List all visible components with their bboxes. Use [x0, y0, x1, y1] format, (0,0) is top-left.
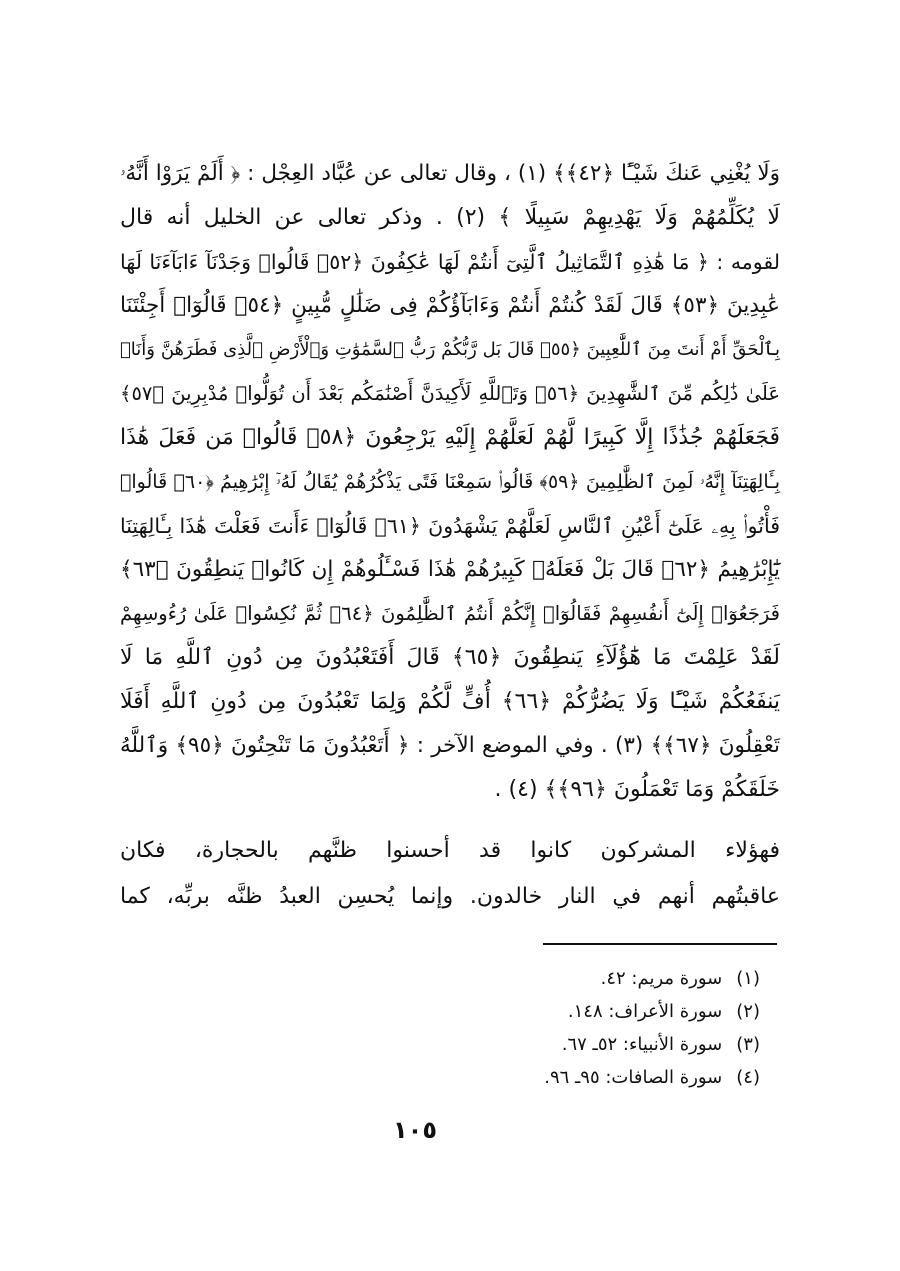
text-line: لَا يُكَلِّمُهُمْ وَلَا يَهْدِيهِمْ سَبِيلًا ﴾ (٢) . وذكر تعالى عن الخليل أنه قال	[120, 205, 780, 230]
footnote-number: (٣)	[736, 1034, 760, 1055]
paragraph-line: فهؤلاء المشركون كانوا قد أحسنوا ظنَّهم بالحجارة، فكان	[120, 838, 780, 863]
footnote-item	[360, 962, 760, 995]
text-line: خَلَقَكُمْ وَمَا تَعْمَلُونَ ﴿٩٦﴾﴾ (٤) .	[494, 777, 780, 802]
footnote-item	[360, 1028, 760, 1061]
text-line: يَنفَعُكُمْ شَيْـًٔا وَلَا يَضُرُّكُمْ ﴿٦٦﴾ أُفٍّ لَّكُمْ وَلِمَا تَعْبُدُونَ مِن دُونِ ٱللَّهِ أَفَلَا	[120, 689, 780, 714]
footnote-text: سورة مريم: ٤٢.	[600, 968, 723, 989]
text-line: فَرَجَعُوٓا۟ إِلَىٰٓ أَنفُسِهِمْ فَقَالُوٓا۟ إِنَّكُمْ أَنتُمُ ٱلظَّٰلِمُونَ ﴿٦٤﴾ ثُمَّ نُكِسُوا۟ عَلَىٰ رُءُوسِهِمْ	[120, 602, 780, 625]
text-line: بِـَٔالِهَتِنَآ إِنَّهُۥ لَمِنَ ٱلظَّٰلِمِينَ ﴿٥٩﴾ قَالُوا۟ سَمِعْنَا فَتًى يَذْكُرُهُمْ يُقَالُ لَهُۥٓ إِبْرَٰهِيمُ ﴿٦٠﴾ قَالُوا۟	[120, 471, 780, 493]
footnote-item	[360, 1061, 760, 1094]
text-line: فَأْتُوا۟ بِهِۦ عَلَىٰٓ أَعْيُنِ ٱلنَّاسِ لَعَلَّهُمْ يَشْهَدُونَ ﴿٦١﴾ قَالُوٓا۟ ءَأَنتَ فَعَلْتَ هَٰذَا بِـَٔالِهَتِنَا	[120, 514, 781, 538]
text-line: فَجَعَلَهُمْ جُذَٰذًا إِلَّا كَبِيرًا لَّهُمْ لَعَلَّهُمْ إِلَيْهِ يَرْجِعُونَ ﴿٥٨﴾ قَالُوا۟ مَن فَعَلَ هَٰذَا	[120, 425, 780, 450]
footnote-text: سورة الصافات: ٩٥ـ ٩٦.	[544, 1067, 723, 1088]
text-line: عَٰبِدِينَ ﴿٥٣﴾ قَالَ لَقَدْ كُنتُمْ أَنتُمْ وَءَابَآؤُكُمْ فِى ضَلَٰلٍ مُّبِينٍ ﴿٥٤﴾ قَالُوٓا۟ أَجِئْتَنَا	[120, 293, 780, 318]
footnote-number: (١)	[736, 968, 760, 989]
page-number: ١٠٥	[393, 1116, 437, 1144]
text-line: بِٱلْحَقِّ أَمْ أَنتَ مِنَ ٱللَّٰعِبِينَ ﴿٥٥﴾ قَالَ بَل رَّبُّكُمْ رَبُّ ٱلسَّمَٰوَٰتِ وَٱلْأَرْضِ ٱلَّذِى فَطَرَهُنَّ وَأَنَا۠	[120, 339, 780, 360]
text-line: لقومه : ﴿ مَا هَٰذِهِ ٱلتَّمَاثِيلُ ٱلَّتِىٓ أَنتُمْ لَهَا عَٰكِفُونَ ﴿٥٢﴾ قَالُوا۟ وَجَدْنَآ ءَابَآءَنَا لَهَا	[120, 250, 780, 274]
footnote-number: (٤)	[736, 1067, 760, 1088]
footnotes	[360, 962, 760, 1094]
body-paragraph	[120, 828, 780, 920]
text-line: لَقَدْ عَلِمْتَ مَا هَٰٓؤُلَآءِ يَنطِقُونَ ﴿٦٥﴾ قَالَ أَفَتَعْبُدُونَ مِن دُونِ ٱللَّهِ مَا لَا	[120, 645, 780, 670]
footnote-divider	[543, 943, 777, 945]
footnote-text: سورة الأنبياء: ٥٢ـ ٦٧.	[561, 1034, 723, 1055]
text-line: يَٰٓإِبْرَٰهِيمُ ﴿٦٢﴾ قَالَ بَلْ فَعَلَهُۥ كَبِيرُهُمْ هَٰذَا فَسْـَٔلُوهُمْ إِن كَانُوا۟ يَنطِقُونَ ﴿٦٣﴾	[120, 557, 780, 582]
text-line: وَلَا يُغْنِي عَنكَ شَيْـًٔا ﴿٤٢﴾﴾ (١) ، وقال تعالى عن عُبَّاد العِجْل : ﴿ أَلَمْ يَرَوْا أَنَّهُۥ	[120, 161, 780, 186]
text-line: عَلَىٰ ذَٰلِكُم مِّنَ ٱلشَّٰهِدِينَ ﴿٥٦﴾ وَتَٱللَّهِ لَأَكِيدَنَّ أَصْنَٰمَكُم بَعْدَ أَن تُوَلُّوا۟ مُدْبِرِينَ ﴿٥٧﴾	[120, 382, 780, 405]
quran-quotation-block	[120, 152, 780, 812]
footnote-number: (٢)	[736, 1001, 760, 1022]
text-line: تَعْقِلُونَ ﴿٦٧﴾﴾ (٣) . وفي الموضع الآخر : ﴿ أَتَعْبُدُونَ مَا تَنْحِتُونَ ﴿٩٥﴾ وَٱللَّهُ	[120, 733, 780, 758]
footnote-item	[360, 995, 760, 1028]
paragraph-line: عاقبتُهم أنهم في النار خالدون. وإنما يُحسِن العبدُ ظنَّه بربِّه، كما	[120, 884, 780, 909]
footnote-text: سورة الأعراف: ١٤٨.	[567, 1001, 723, 1022]
